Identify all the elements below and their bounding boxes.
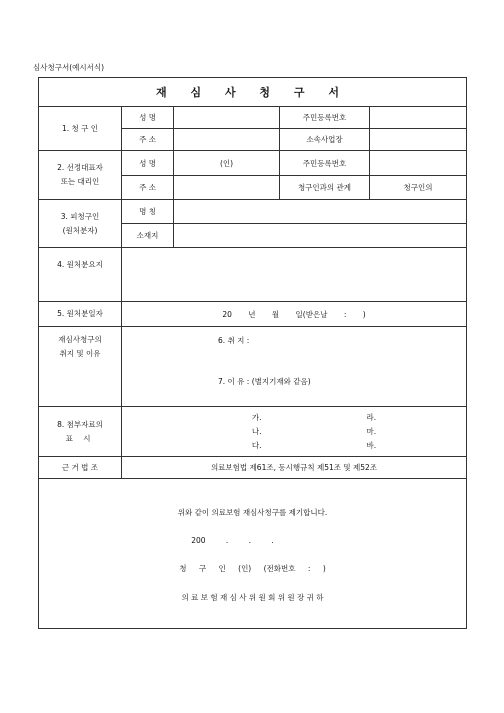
rep-name-field[interactable]: [174, 151, 280, 176]
purpose-reason-label: [39, 327, 122, 407]
claimant-addr-label: 주 소: [122, 129, 174, 151]
rep-name-label: 성 명: [122, 151, 174, 176]
claimant-workplace-label: 소속사업장: [280, 129, 370, 151]
attachments-label: [39, 407, 122, 457]
rep-reg-label: 주민등록번호: [280, 151, 370, 176]
attachments-field[interactable]: [122, 407, 467, 457]
declaration-addressee: 의 료 보 험 재 심 사 위 원 회 위 원 장 귀 하: [181, 593, 324, 602]
rep-relation-label: 청구인과의 관계: [280, 176, 370, 200]
respondent-label: [39, 200, 122, 248]
claimant-reg-label: 주민등록번호: [280, 107, 370, 129]
original-date-label: 5. 원처분일자: [39, 302, 122, 327]
respondent-name-field[interactable]: [174, 200, 467, 224]
declaration-block: [39, 479, 467, 629]
rep-relation-field[interactable]: 청구인의: [370, 176, 467, 200]
declaration-statement: 위와 같이 의료보험 재심사청구를 제기합니다.: [177, 508, 328, 517]
purpose-text: 6. 취 지 :: [218, 336, 250, 345]
appeal-form-table: [38, 77, 467, 629]
claimant-name-label: 성 명: [122, 107, 174, 129]
declaration-date[interactable]: 200 . . .: [191, 536, 274, 545]
representative-label-line2: 또는 대리인: [60, 177, 100, 186]
purpose-reason-label-line1: 재심사청구의: [58, 335, 102, 344]
claimant-workplace-field[interactable]: [370, 129, 467, 151]
reason-text: 7. 이 유 : (별지기재와 같음): [218, 377, 311, 386]
attachment-item: 나.: [251, 427, 262, 436]
attachments-label-line2: 표 시: [65, 433, 95, 443]
respondent-location-label: 소재지: [122, 224, 174, 248]
attachment-item: 라.: [366, 413, 377, 422]
rep-addr-field[interactable]: [174, 176, 280, 200]
rep-seal: (인): [219, 158, 234, 168]
form-caption: 심사청구서(예시서식): [33, 63, 105, 72]
claimant-reg-field[interactable]: [370, 107, 467, 129]
respondent-location-field[interactable]: [174, 224, 467, 248]
attachment-item: 가.: [251, 413, 262, 422]
declaration-claimant[interactable]: 청 구 인 (인) (전화번호 : ): [179, 564, 326, 573]
form-title: 재 심 사 청 구 서: [156, 86, 349, 99]
legal-basis-text: 의료보험법 제61조, 동시행규칙 제51조 및 제52조: [122, 457, 467, 479]
attachment-item: 마.: [366, 427, 377, 436]
form-title-cell: [39, 78, 467, 107]
attachment-item: 바.: [366, 441, 377, 450]
purpose-reason-label-line2: 취지 및 이유: [59, 349, 101, 358]
original-summary-label: 4. 원처분요지: [39, 248, 122, 302]
legal-basis-label: 근 거 법 조: [39, 457, 122, 479]
rep-addr-label: 주 소: [122, 176, 174, 200]
representative-label: [39, 151, 122, 200]
claimant-label: 1. 청 구 인: [39, 107, 122, 151]
claimant-name-field[interactable]: [174, 107, 280, 129]
attachment-item: 다.: [251, 441, 262, 450]
original-date-field[interactable]: 20 년 월 일(받은날 : ): [122, 302, 467, 327]
respondent-label-line1: 3. 피청구인: [60, 211, 100, 221]
respondent-name-label: 명 칭: [122, 200, 174, 224]
claimant-addr-field[interactable]: [174, 129, 280, 151]
rep-reg-field[interactable]: [370, 151, 467, 176]
original-summary-field[interactable]: [122, 248, 467, 302]
respondent-label-line2: (원처분자): [62, 225, 98, 235]
attachments-label-line1: 8. 첨부자료의: [57, 419, 103, 429]
representative-label-line1: 2. 선정대표자: [57, 163, 103, 172]
purpose-reason-field[interactable]: [122, 327, 467, 407]
